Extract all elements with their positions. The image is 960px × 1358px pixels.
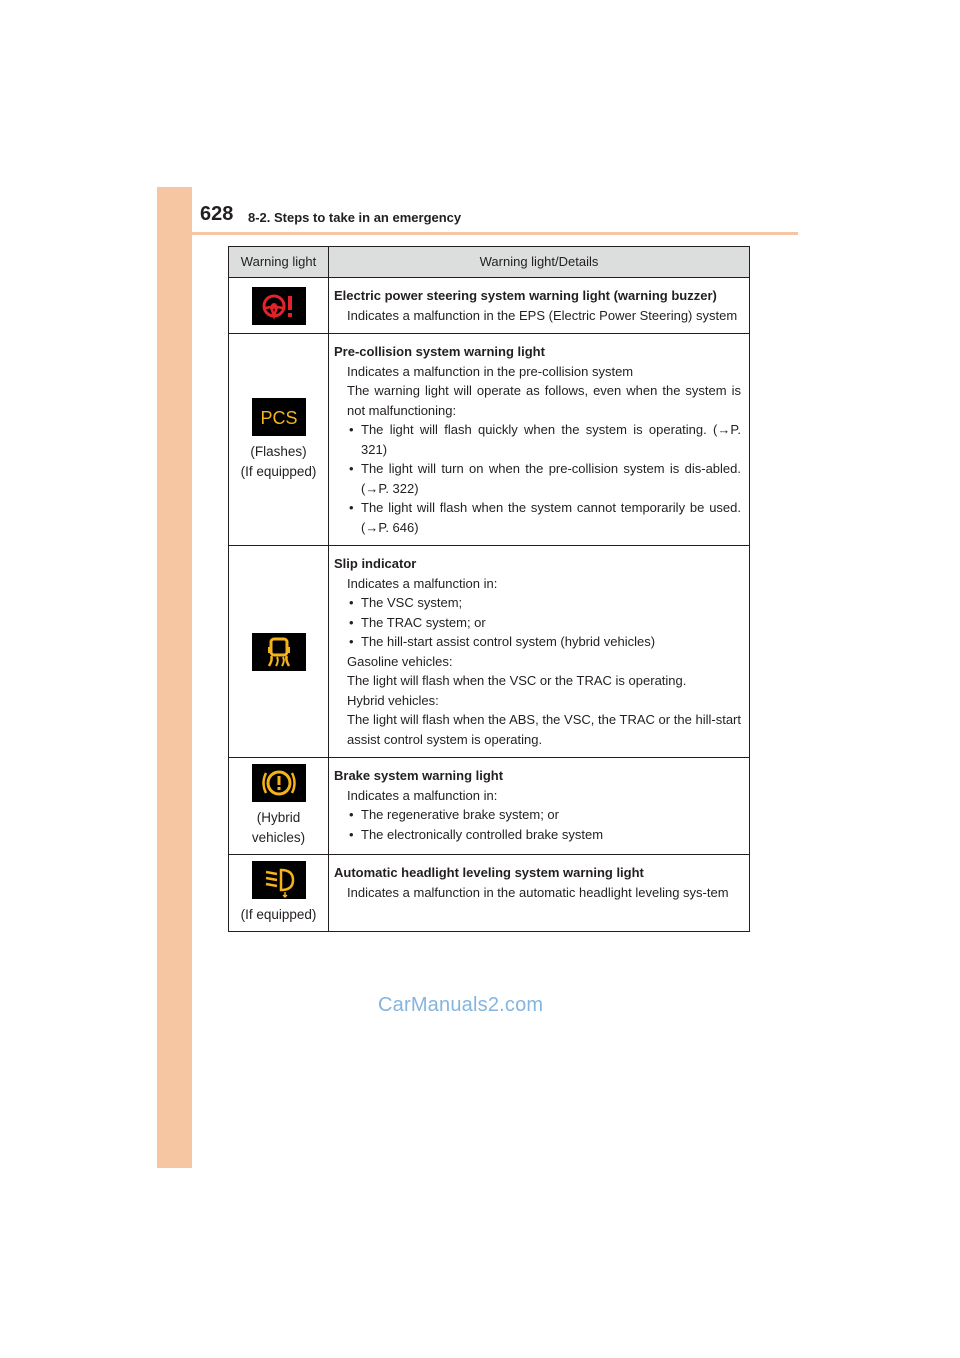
caption-if-equipped: (If equipped) <box>240 463 317 479</box>
hybrid-text: The light will flash when the ABS, the VSC, the TRAC or the hill-start assist control system is operating. <box>347 712 741 747</box>
table-header-row <box>229 247 750 278</box>
table-row <box>229 334 750 546</box>
gasoline-label: Gasoline vehicles: <box>347 653 453 669</box>
detail-cell <box>329 758 750 855</box>
caption-if-equipped: (If equipped) <box>240 907 317 922</box>
side-color-band <box>157 187 192 1168</box>
caption-flashes: (Flashes) <box>250 443 307 459</box>
icon-cell <box>229 334 329 546</box>
icon-cell <box>229 855 329 932</box>
bullet-list <box>334 805 741 844</box>
item-description: Indicates a malfunction in the automatic headlight leveling sys-tem <box>347 884 729 900</box>
item-title: Slip indicator <box>334 556 417 571</box>
icon-cell <box>229 278 329 334</box>
page-number: 628 <box>200 203 234 225</box>
item-description: The warning light will operate as follows, even when the system is not malfunctioning: <box>347 383 741 418</box>
icon-caption <box>229 442 328 482</box>
section-title: 8-2. Steps to take in an emergency <box>248 210 462 225</box>
item-title: Pre-collision system warning light <box>334 344 545 359</box>
column-header-details: Warning light/Details <box>329 247 750 278</box>
table-row <box>229 546 750 758</box>
detail-cell <box>329 278 750 334</box>
list-item: • The regenerative brake system; or <box>347 805 741 825</box>
warning-light-table <box>228 246 750 932</box>
table-row <box>229 278 750 334</box>
detail-cell <box>329 546 750 758</box>
caption-vehicles: vehicles) <box>251 830 306 845</box>
item-title: Automatic headlight leveling system warning light <box>334 865 644 880</box>
bullet-list <box>334 593 741 652</box>
detail-cell <box>329 334 750 546</box>
detail-cell <box>329 855 750 932</box>
headlight-leveling-icon <box>252 861 306 899</box>
icon-cell <box>229 546 329 758</box>
table-row <box>229 855 750 932</box>
pcs-icon-label: PCS <box>259 407 298 428</box>
list-item: • The VSC system; <box>347 593 741 613</box>
list-item: • The light will flash when the system cannot temporarily be used. (→P. 646) <box>347 498 741 537</box>
item-description: Indicates a malfunction in the pre-collision system <box>347 363 634 379</box>
list-item: • The electronically controlled brake system <box>347 825 741 845</box>
slip-indicator-icon <box>252 633 306 671</box>
item-description: Indicates a malfunction in: <box>347 575 498 591</box>
caption-hybrid: (Hybrid <box>256 810 301 825</box>
list-item: • The TRAC system; or <box>347 613 741 633</box>
column-header-warning-light: Warning light <box>229 247 329 278</box>
list-item: • The light will turn on when the pre-collision system is dis-abled. (→P. 322) <box>347 459 741 498</box>
table-row <box>229 758 750 855</box>
bullet-list <box>334 420 741 537</box>
icon-caption <box>229 808 328 848</box>
hybrid-label: Hybrid vehicles: <box>347 692 439 708</box>
icon-cell <box>229 758 329 855</box>
list-item: • The hill-start assist control system (hybrid vehicles) <box>347 632 741 652</box>
item-title: Electric power steering system warning light (warning buzzer) <box>334 288 717 303</box>
item-description: Indicates a malfunction in the EPS (Electric Power Steering) system <box>347 307 738 323</box>
header-rule <box>157 232 798 235</box>
pcs-icon <box>252 398 306 436</box>
eps-warning-icon <box>252 287 306 325</box>
list-item: • The light will flash quickly when the system is operating. (→P. 321) <box>347 420 741 459</box>
brake-warning-icon <box>252 764 306 802</box>
gasoline-text: The light will flash when the VSC or the TRAC is operating. <box>347 673 687 688</box>
item-title: Brake system warning light <box>334 768 504 783</box>
item-description: Indicates a malfunction in: <box>347 787 498 803</box>
watermark-text: CarManuals2.com <box>378 994 544 1016</box>
